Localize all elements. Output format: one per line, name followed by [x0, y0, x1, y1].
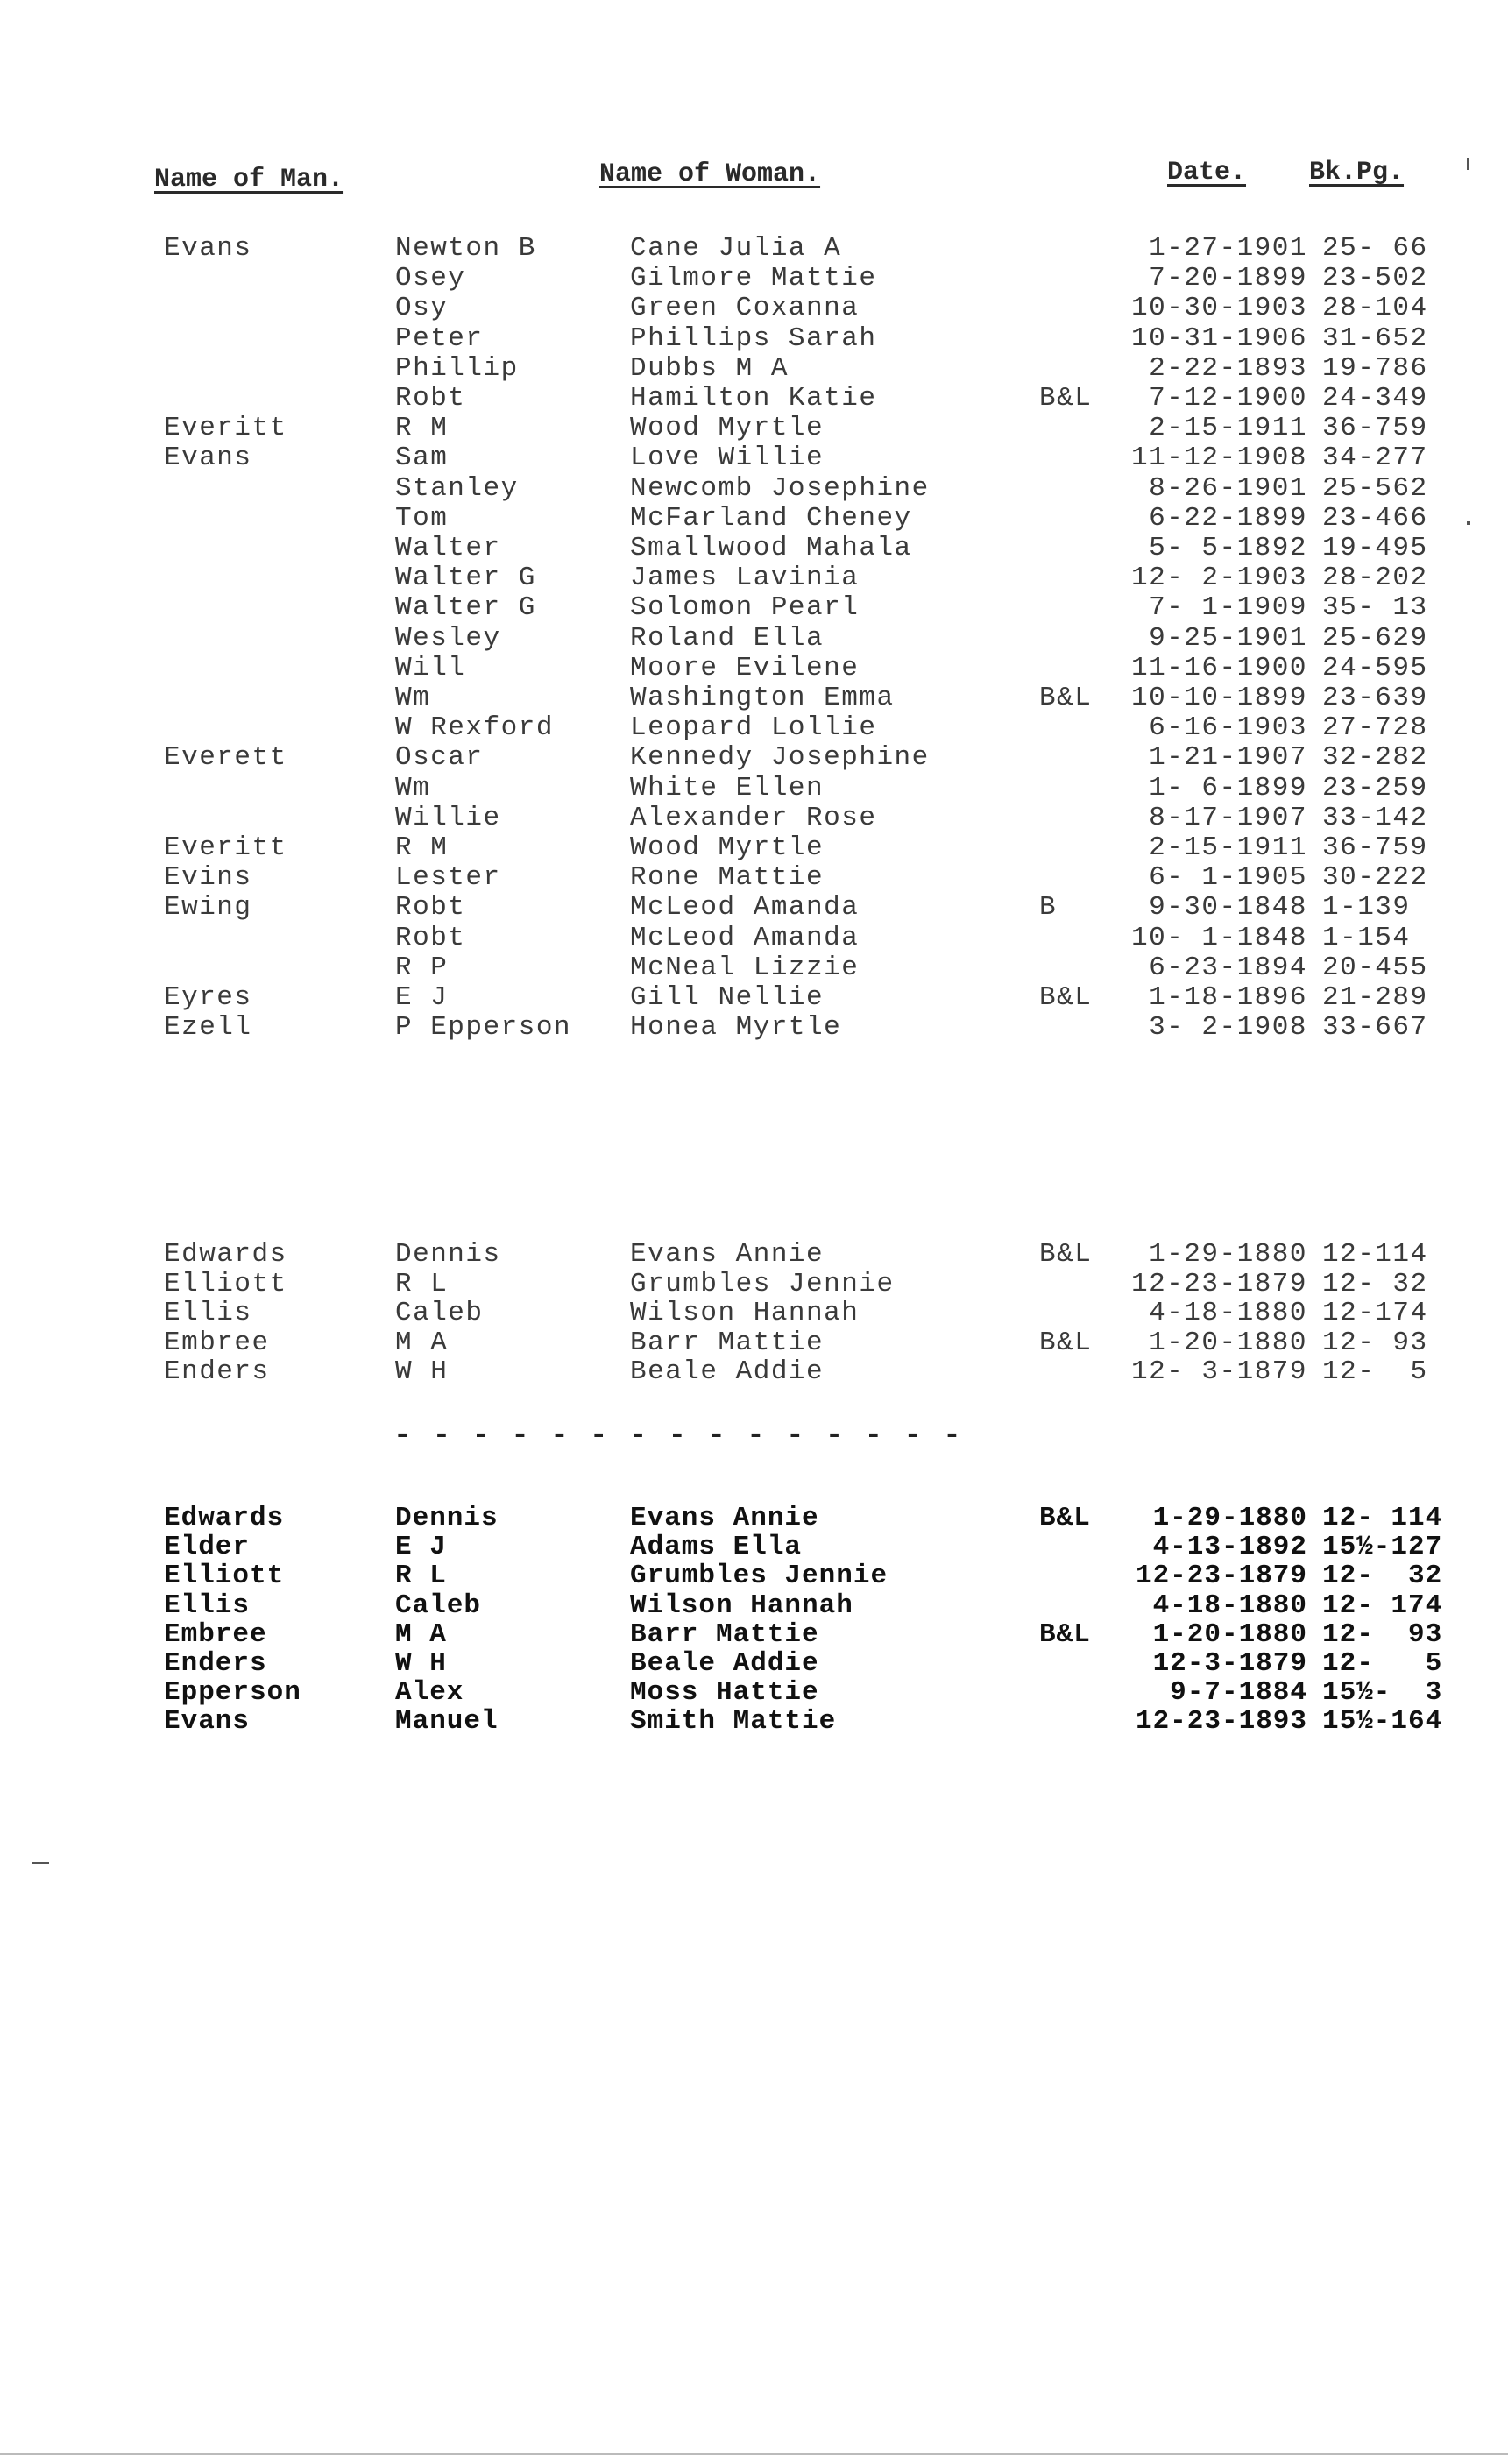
record-woman: Adams Ella: [630, 1532, 803, 1563]
record-bkpg: 36-759: [1322, 413, 1428, 444]
record-row: [0, 1269, 1508, 1299]
record-woman: Grumbles Jennie: [630, 1268, 895, 1299]
scan-edge-line: [0, 2453, 1508, 2455]
record-woman: Hamilton Katie: [630, 383, 877, 414]
record-bkpg: 23-466: [1322, 502, 1428, 534]
record-date: 1-27-1901: [1149, 233, 1307, 264]
record-given: Stanley: [395, 472, 519, 504]
record-woman: Wood Myrtle: [630, 832, 825, 863]
record-date: 6-16-1903: [1149, 712, 1307, 744]
record-bkpg: 23-259: [1322, 772, 1428, 804]
record-row: [0, 1239, 1508, 1269]
record-bkpg: 23-639: [1322, 683, 1428, 713]
record-row: [0, 592, 1508, 622]
record-woman: Wilson Hannah: [630, 1590, 853, 1621]
record-row: [0, 443, 1508, 472]
record-bkpg: 1-154: [1322, 922, 1411, 953]
record-row: [0, 233, 1508, 263]
record-woman: White Ellen: [630, 772, 825, 804]
record-woman: Moss Hattie: [630, 1677, 819, 1709]
record-row: [0, 563, 1508, 592]
record-date: 1-20-1880: [1152, 1618, 1307, 1650]
record-bkpg: 33-142: [1322, 802, 1428, 833]
record-note: B&L: [1039, 683, 1093, 713]
record-woman: Evans Annie: [630, 1503, 819, 1533]
record-surname: Evans: [164, 233, 252, 264]
record-surname: Elder: [164, 1532, 251, 1563]
record-given: R M: [395, 832, 449, 863]
record-woman: Rone Mattie: [630, 862, 825, 894]
record-woman: Newcomb Josephine: [630, 472, 930, 504]
record-woman: McFarland Cheney: [630, 502, 912, 534]
record-date: 1-29-1880: [1152, 1503, 1307, 1533]
record-date: 12-23-1879: [1135, 1561, 1307, 1592]
record-row: [0, 712, 1508, 742]
header-date: Date.: [1167, 158, 1247, 188]
record-given: Robt: [395, 922, 466, 953]
record-woman: Green Coxanna: [630, 293, 860, 324]
record-surname: Everitt: [164, 413, 287, 444]
record-surname: Embree: [164, 1618, 267, 1650]
record-woman: McLeod Amanda: [630, 892, 860, 924]
record-bkpg: 12- 174: [1322, 1590, 1443, 1621]
record-given: W H: [395, 1356, 449, 1388]
record-woman: Smallwood Mahala: [630, 533, 912, 563]
record-surname: Evins: [164, 862, 252, 894]
record-bkpg: 12- 93: [1322, 1327, 1428, 1358]
record-date: 1-21-1907: [1149, 742, 1307, 774]
record-row: [0, 1619, 1508, 1649]
header-name-of-man: Name of Man.: [154, 165, 344, 195]
record-woman: McLeod Amanda: [630, 922, 860, 953]
record-date: 10-30-1903: [1130, 293, 1307, 324]
record-bkpg: 19-786: [1322, 352, 1428, 384]
record-row: [0, 263, 1508, 293]
record-given: Caleb: [395, 1590, 482, 1621]
record-date: 9-30-1848: [1149, 892, 1307, 924]
record-bkpg: 28-202: [1322, 563, 1428, 594]
record-given: Newton B: [395, 233, 536, 264]
record-row: [0, 683, 1508, 712]
record-date: 8-26-1901: [1149, 472, 1307, 504]
record-row: [0, 323, 1508, 353]
record-row: [0, 1706, 1508, 1736]
record-row: [0, 293, 1508, 322]
record-row: [0, 1677, 1508, 1707]
record-surname: Edwards: [164, 1503, 285, 1533]
record-date: 9-7-1884: [1170, 1677, 1307, 1709]
record-row: [0, 533, 1508, 563]
record-date: 1- 6-1899: [1149, 772, 1307, 804]
record-date: 7-20-1899: [1149, 263, 1307, 294]
record-row: [0, 1328, 1508, 1357]
record-bkpg: 12-174: [1322, 1298, 1428, 1329]
record-given: Sam: [395, 443, 449, 474]
record-date: 11-16-1900: [1130, 652, 1307, 683]
record-note: B: [1039, 892, 1058, 924]
record-surname: Everett: [164, 742, 287, 774]
record-woman: Wilson Hannah: [630, 1298, 860, 1329]
record-surname: Elliott: [164, 1561, 285, 1592]
record-woman: Beale Addie: [630, 1356, 825, 1388]
record-given: Willie: [395, 802, 501, 833]
record-woman: Roland Ella: [630, 622, 825, 654]
record-date: 4-18-1880: [1152, 1590, 1307, 1621]
record-date: 6-22-1899: [1149, 502, 1307, 534]
record-woman: Washington Emma: [630, 683, 895, 713]
record-date: 4-13-1892: [1152, 1532, 1307, 1563]
record-woman: Solomon Pearl: [630, 592, 860, 624]
record-bkpg: 12-114: [1322, 1239, 1428, 1270]
record-surname: Ellis: [164, 1590, 251, 1621]
record-row: [0, 832, 1508, 862]
record-given: Osey: [395, 263, 466, 294]
record-given: M A: [395, 1327, 449, 1358]
record-given: Robt: [395, 892, 466, 924]
record-row: [0, 383, 1508, 413]
record-given: Osy: [395, 293, 449, 324]
record-bkpg: 25- 66: [1322, 233, 1428, 264]
record-woman: Barr Mattie: [630, 1327, 825, 1358]
record-woman: Kennedy Josephine: [630, 742, 930, 774]
record-woman: Love Willie: [630, 443, 825, 474]
scan-mark: [1467, 158, 1469, 170]
record-given: Lester: [395, 862, 501, 894]
record-date: 8-17-1907: [1149, 802, 1307, 833]
record-note: B&L: [1039, 383, 1093, 414]
record-woman: Dubbs M A: [630, 352, 789, 384]
record-bkpg: 31-652: [1322, 322, 1428, 354]
record-given: Walter: [395, 533, 501, 563]
record-row: [0, 1648, 1508, 1678]
record-row: [0, 1356, 1508, 1386]
record-bkpg: 12- 32: [1322, 1268, 1428, 1299]
record-bkpg: 12- 114: [1322, 1503, 1443, 1533]
record-bkpg: 23-502: [1322, 263, 1428, 294]
record-bkpg: 12- 32: [1322, 1561, 1443, 1592]
record-date: 6- 1-1905: [1149, 862, 1307, 894]
header-bk-pg: Bk.Pg.: [1309, 158, 1405, 188]
record-date: 10-31-1906: [1130, 322, 1307, 354]
record-date: 2-22-1893: [1149, 352, 1307, 384]
record-given: Wm: [395, 683, 431, 713]
record-given: M A: [395, 1618, 447, 1650]
record-row: [0, 862, 1508, 892]
record-surname: Embree: [164, 1327, 270, 1358]
record-given: Alex: [395, 1677, 464, 1709]
record-woman: McNeal Lizzie: [630, 952, 860, 983]
record-bkpg: 24-595: [1322, 652, 1428, 683]
record-date: 4-18-1880: [1149, 1298, 1307, 1329]
record-bkpg: 25-562: [1322, 472, 1428, 504]
record-woman: James Lavinia: [630, 563, 860, 594]
record-date: 12- 2-1903: [1130, 563, 1307, 594]
record-row: [0, 773, 1508, 803]
record-given: Walter G: [395, 563, 536, 594]
record-woman: Wood Myrtle: [630, 413, 825, 444]
record-bkpg: 33-667: [1322, 1012, 1428, 1044]
record-date: 7-12-1900: [1149, 383, 1307, 414]
record-surname: Epperson: [164, 1677, 301, 1709]
record-given: Caleb: [395, 1298, 484, 1329]
record-bkpg: 12- 93: [1322, 1618, 1443, 1650]
record-row: [0, 1561, 1508, 1590]
record-surname: Ewing: [164, 892, 252, 924]
record-date: 10-10-1899: [1130, 683, 1307, 713]
record-surname: Elliott: [164, 1268, 287, 1299]
record-given: E J: [395, 982, 449, 1013]
record-given: R L: [395, 1561, 447, 1592]
record-bkpg: 32-282: [1322, 742, 1428, 774]
section-separator: - - - - - - - - - - - - - - -: [393, 1420, 963, 1453]
record-row: [0, 923, 1508, 952]
header-name-of-woman: Name of Woman.: [599, 159, 821, 189]
record-date: 2-15-1911: [1149, 413, 1307, 444]
record-bkpg: 12- 5: [1322, 1356, 1428, 1388]
record-bkpg: 30-222: [1322, 862, 1428, 894]
record-date: 7- 1-1909: [1149, 592, 1307, 624]
record-bkpg: 34-277: [1322, 443, 1428, 474]
record-row: [0, 413, 1508, 443]
record-date: 12-23-1893: [1135, 1706, 1307, 1738]
record-note: B&L: [1039, 1327, 1093, 1358]
record-woman: Moore Evilene: [630, 652, 860, 683]
record-date: 1-29-1880: [1149, 1239, 1307, 1270]
scan-mark: [32, 1862, 49, 1864]
record-date: 12- 3-1879: [1130, 1356, 1307, 1388]
record-given: W H: [395, 1648, 447, 1679]
record-woman: Smith Mattie: [630, 1706, 837, 1738]
record-woman: Beale Addie: [630, 1648, 819, 1679]
record-bkpg: 15½-164: [1322, 1706, 1443, 1738]
record-given: Peter: [395, 322, 484, 354]
record-woman: Alexander Rose: [630, 802, 877, 833]
record-date: 6-23-1894: [1149, 952, 1307, 983]
record-note: B&L: [1039, 1239, 1093, 1270]
record-bkpg: 21-289: [1322, 982, 1428, 1013]
record-surname: Evans: [164, 443, 252, 474]
record-given: W Rexford: [395, 712, 554, 744]
record-date: 3- 2-1908: [1149, 1012, 1307, 1044]
record-row: [0, 742, 1508, 772]
record-row: [0, 1590, 1508, 1620]
record-given: Walter G: [395, 592, 536, 624]
record-date: 1-18-1896: [1149, 982, 1307, 1013]
record-given: Robt: [395, 383, 466, 414]
record-surname: Everitt: [164, 832, 287, 863]
scan-mark: [1467, 521, 1470, 525]
record-surname: Ezell: [164, 1012, 252, 1044]
record-row: [0, 353, 1508, 383]
record-bkpg: 12- 5: [1322, 1648, 1443, 1679]
record-surname: Enders: [164, 1648, 267, 1679]
record-date: 12-3-1879: [1152, 1648, 1307, 1679]
record-given: Wesley: [395, 622, 501, 654]
record-row: [0, 503, 1508, 533]
record-bkpg: 20-455: [1322, 952, 1428, 983]
record-given: E J: [395, 1532, 447, 1563]
record-surname: Evans: [164, 1706, 251, 1738]
record-surname: Ellis: [164, 1298, 252, 1329]
record-woman: Gilmore Mattie: [630, 263, 877, 294]
record-given: Tom: [395, 502, 449, 534]
record-woman: Phillips Sarah: [630, 322, 877, 354]
record-note: B&L: [1039, 1503, 1091, 1533]
record-given: Will: [395, 652, 466, 683]
record-bkpg: 1-139: [1322, 892, 1411, 924]
record-bkpg: 28-104: [1322, 293, 1428, 324]
record-woman: Gill Nellie: [630, 982, 825, 1013]
record-woman: Leopard Lollie: [630, 712, 877, 744]
record-date: 11-12-1908: [1130, 443, 1307, 474]
record-woman: Barr Mattie: [630, 1618, 819, 1650]
record-woman: Cane Julia A: [630, 233, 842, 264]
record-date: 12-23-1879: [1130, 1268, 1307, 1299]
record-surname: Edwards: [164, 1239, 287, 1270]
record-given: R P: [395, 952, 449, 983]
record-bkpg: 15½-127: [1322, 1532, 1443, 1563]
record-row: [0, 1012, 1508, 1042]
record-given: Oscar: [395, 742, 484, 774]
record-woman: Evans Annie: [630, 1239, 825, 1270]
record-bkpg: 36-759: [1322, 832, 1428, 863]
record-date: 5- 5-1892: [1149, 533, 1307, 563]
record-row: [0, 982, 1508, 1012]
record-surname: Eyres: [164, 982, 252, 1013]
record-given: R L: [395, 1268, 449, 1299]
record-given: Manuel: [395, 1706, 499, 1738]
record-given: Dennis: [395, 1503, 499, 1533]
record-given: Phillip: [395, 352, 519, 384]
record-bkpg: 25-629: [1322, 622, 1428, 654]
record-given: Wm: [395, 772, 431, 804]
record-date: 10- 1-1848: [1130, 922, 1307, 953]
record-bkpg: 35- 13: [1322, 592, 1428, 624]
record-bkpg: 27-728: [1322, 712, 1428, 744]
record-given: Dennis: [395, 1239, 501, 1270]
record-row: [0, 803, 1508, 832]
record-row: [0, 952, 1508, 982]
record-row: [0, 653, 1508, 683]
record-row: [0, 892, 1508, 922]
record-date: 1-20-1880: [1149, 1327, 1307, 1358]
record-date: 2-15-1911: [1149, 832, 1307, 863]
record-bkpg: 15½- 3: [1322, 1677, 1443, 1709]
record-row: [0, 473, 1508, 503]
record-row: [0, 1298, 1508, 1328]
record-surname: Enders: [164, 1356, 270, 1388]
record-note: B&L: [1039, 1618, 1091, 1650]
record-row: [0, 1532, 1508, 1561]
record-row: [0, 1503, 1508, 1533]
record-bkpg: 24-349: [1322, 383, 1428, 414]
record-given: R M: [395, 413, 449, 444]
record-row: [0, 623, 1508, 653]
record-woman: Grumbles Jennie: [630, 1561, 889, 1592]
record-note: B&L: [1039, 982, 1093, 1013]
record-bkpg: 19-495: [1322, 533, 1428, 563]
record-date: 9-25-1901: [1149, 622, 1307, 654]
record-given: P Epperson: [395, 1012, 572, 1044]
record-woman: Honea Myrtle: [630, 1012, 842, 1044]
